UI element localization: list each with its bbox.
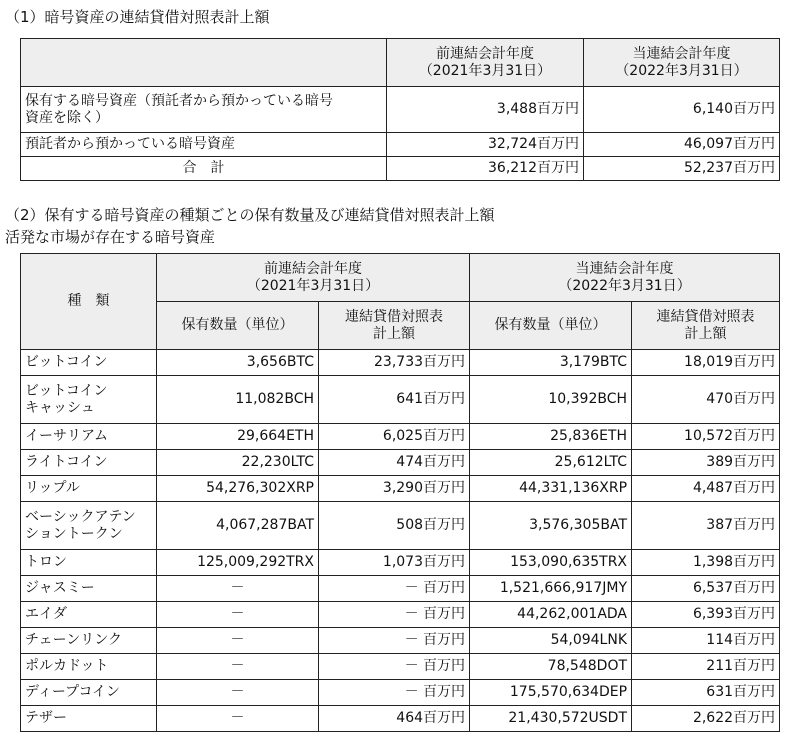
type-header: 種 類 (21, 254, 157, 350)
section1-table (20, 38, 780, 181)
section2-table (20, 253, 780, 732)
crypto-name: リップル (21, 476, 157, 502)
prev-quantity: 54,276,302XRP (157, 476, 319, 502)
prev-amount: 32,724百万円 (387, 133, 584, 157)
table-row (21, 550, 780, 576)
section1-header-blank (21, 39, 387, 87)
table-row (21, 87, 780, 133)
curr-quantity: 54,094LNK (470, 628, 632, 654)
table-row (21, 350, 780, 376)
curr-amount: 114百万円 (632, 628, 780, 654)
table-row (21, 424, 780, 450)
section1-header-row (21, 39, 780, 87)
prev-quantity: 125,009,292TRX (157, 550, 319, 576)
table-row (21, 706, 780, 732)
crypto-name: テザー (21, 706, 157, 732)
prev-amount-header: 連結貸借対照表 計上額 (319, 302, 470, 350)
prev-amount: 474百万円 (319, 450, 470, 476)
curr-quantity: 3,576,305BAT (470, 502, 632, 550)
table-row (21, 502, 780, 550)
curr-quantity: 21,430,572USDT (470, 706, 632, 732)
curr-amount: 18,019百万円 (632, 350, 780, 376)
table-row (21, 576, 780, 602)
row-label: 保有する暗号資産（預託者から預かっている暗号 資産を除く） (21, 87, 387, 133)
section2-body (21, 350, 780, 732)
table-row (21, 654, 780, 680)
curr-amount-header: 連結貸借対照表 計上額 (632, 302, 780, 350)
crypto-name: ジャスミー (21, 576, 157, 602)
prev-quantity: － (157, 654, 319, 680)
table-row (21, 376, 780, 424)
crypto-name: イーサリアム (21, 424, 157, 450)
crypto-name: ベーシックアテン ショントークン (21, 502, 157, 550)
prev-amount: 641百万円 (319, 376, 470, 424)
curr-amount: 6,393百万円 (632, 602, 780, 628)
curr-amount: 470百万円 (632, 376, 780, 424)
curr-amount: 387百万円 (632, 502, 780, 550)
prev-quantity: － (157, 628, 319, 654)
table-row (21, 680, 780, 706)
table-row (21, 133, 780, 157)
curr-amount: 1,398百万円 (632, 550, 780, 576)
curr-quantity: 175,570,634DEP (470, 680, 632, 706)
curr-amount: 631百万円 (632, 680, 780, 706)
curr-qty-header: 保有数量（単位） (470, 302, 632, 350)
prev-qty-header: 保有数量（単位） (157, 302, 319, 350)
prev-quantity: 3,656BTC (157, 350, 319, 376)
curr-quantity: 78,548DOT (470, 654, 632, 680)
total-row (21, 157, 780, 181)
prev-amount: － 百万円 (319, 602, 470, 628)
prev-amount: 1,073百万円 (319, 550, 470, 576)
curr-quantity: 44,331,136XRP (470, 476, 632, 502)
table-row (21, 450, 780, 476)
curr-amount: 211百万円 (632, 654, 780, 680)
curr-amount: 46,097百万円 (584, 133, 780, 157)
prev-quantity: 29,664ETH (157, 424, 319, 450)
curr-amount: 2,622百万円 (632, 706, 780, 732)
curr-quantity: 153,090,635TRX (470, 550, 632, 576)
section2-header-row-1 (21, 254, 780, 302)
crypto-name: ポルカドット (21, 654, 157, 680)
curr-quantity: 25,612LTC (470, 450, 632, 476)
prev-amount: － 百万円 (319, 680, 470, 706)
prev-amount: － 百万円 (319, 628, 470, 654)
section2-curr-header: 当連結会計年度 （2022年3月31日） (470, 254, 780, 302)
section1-prev-header: 前連結会計年度 （2021年3月31日） (387, 39, 584, 87)
crypto-name: ビットコイン (21, 350, 157, 376)
section1-heading: （1）暗号資産の連結貸借対照表計上額 (5, 8, 270, 26)
curr-quantity: 1,521,666,917JMY (470, 576, 632, 602)
total-curr: 52,237百万円 (584, 157, 780, 181)
prev-quantity: － (157, 602, 319, 628)
prev-amount: 508百万円 (319, 502, 470, 550)
section1-curr-header: 当連結会計年度 （2022年3月31日） (584, 39, 780, 87)
curr-quantity: 10,392BCH (470, 376, 632, 424)
prev-amount: 23,733百万円 (319, 350, 470, 376)
table-row (21, 602, 780, 628)
crypto-name: チェーンリンク (21, 628, 157, 654)
crypto-name: トロン (21, 550, 157, 576)
prev-quantity: 11,082BCH (157, 376, 319, 424)
section2-subheading: 活発な市場が存在する暗号資産 (5, 228, 216, 246)
curr-quantity: 25,836ETH (470, 424, 632, 450)
total-prev: 36,212百万円 (387, 157, 584, 181)
prev-amount: － 百万円 (319, 576, 470, 602)
prev-amount: 6,025百万円 (319, 424, 470, 450)
section2-prev-header: 前連結会計年度 （2021年3月31日） (157, 254, 470, 302)
crypto-name: ビットコイン キャッシュ (21, 376, 157, 424)
prev-quantity: 4,067,287BAT (157, 502, 319, 550)
prev-amount: 3,290百万円 (319, 476, 470, 502)
curr-quantity: 3,179BTC (470, 350, 632, 376)
section2-heading: （2）保有する暗号資産の種類ごとの保有数量及び連結貸借対照表計上額 (5, 206, 495, 224)
curr-amount: 389百万円 (632, 450, 780, 476)
crypto-name: エイダ (21, 602, 157, 628)
curr-amount: 4,487百万円 (632, 476, 780, 502)
prev-amount: 464百万円 (319, 706, 470, 732)
total-label: 合 計 (21, 157, 387, 181)
row-label: 預託者から預かっている暗号資産 (21, 133, 387, 157)
prev-amount: － 百万円 (319, 654, 470, 680)
table-row (21, 628, 780, 654)
crypto-name: ライトコイン (21, 450, 157, 476)
prev-amount: 3,488百万円 (387, 87, 584, 133)
table-row (21, 476, 780, 502)
curr-amount: 10,572百万円 (632, 424, 780, 450)
curr-amount: 6,537百万円 (632, 576, 780, 602)
prev-quantity: 22,230LTC (157, 450, 319, 476)
prev-quantity: － (157, 576, 319, 602)
prev-quantity: － (157, 706, 319, 732)
crypto-name: ディープコイン (21, 680, 157, 706)
curr-amount: 6,140百万円 (584, 87, 780, 133)
prev-quantity: － (157, 680, 319, 706)
curr-quantity: 44,262,001ADA (470, 602, 632, 628)
